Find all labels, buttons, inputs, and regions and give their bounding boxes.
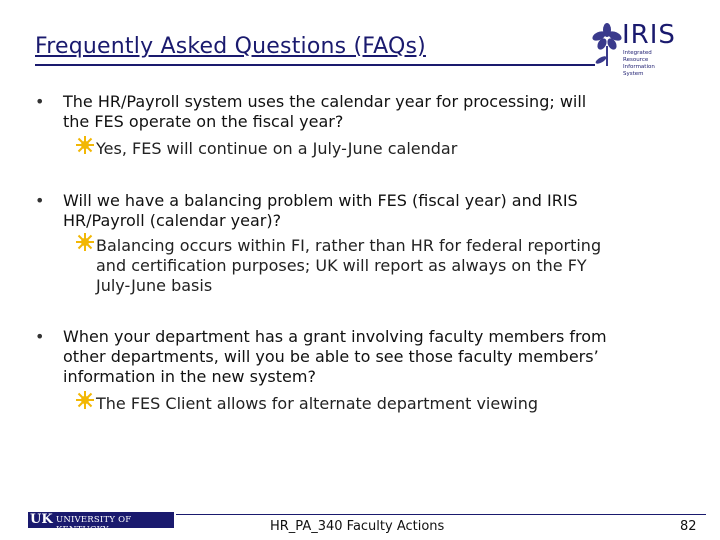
logo-university-name: UNIVERSITY OF KENTUCKY (56, 515, 132, 535)
footer-rule (176, 514, 706, 515)
iris-logo (592, 20, 702, 77)
logo-subtitle-line: Integrated Resource (623, 50, 652, 63)
question-line: Will we have a balancing problem with FES (fiscal year) and IRIS (63, 191, 578, 210)
question-line: When your department has a grant involving faculty members from (63, 327, 607, 346)
flower-icon (592, 22, 622, 70)
footer-course-title: HR_PA_340 Faculty Actions (270, 519, 445, 534)
university-logo (28, 512, 174, 535)
page-title: Frequently Asked Questions (FAQs) (35, 34, 426, 59)
logo-subtitle (623, 50, 673, 78)
starburst-icon (75, 390, 95, 410)
logo-word: IRIS (622, 20, 676, 50)
question-line: the FES operate on the fiscal year? (63, 112, 344, 131)
question-line: information in the new system? (63, 367, 316, 386)
title-underline (35, 64, 595, 66)
bullet-icon: • (35, 191, 45, 210)
starburst-icon (75, 232, 95, 252)
question-line: other departments, will you be able to see those faculty members’ (63, 347, 599, 366)
bullet-icon: • (35, 327, 45, 346)
starburst-icon (75, 135, 95, 155)
question-line: The HR/Payroll system uses the calendar year for processing; will (63, 92, 587, 111)
answer-line: and certification purposes; UK will report as always on the FY (96, 256, 587, 275)
logo-uk: UK (30, 512, 53, 527)
page-number: 82 (680, 519, 697, 534)
question-line: HR/Payroll (calendar year)? (63, 211, 282, 230)
logo-subtitle-line: Information System (623, 64, 655, 77)
answer-line: July-June basis (96, 276, 213, 295)
answer-line: Yes, FES will continue on a July-June calendar (96, 139, 458, 158)
answer-line: Balancing occurs within FI, rather than HR for federal reporting (96, 236, 602, 255)
answer-line: The FES Client allows for alternate department viewing (96, 394, 539, 413)
bullet-icon: • (35, 92, 45, 111)
